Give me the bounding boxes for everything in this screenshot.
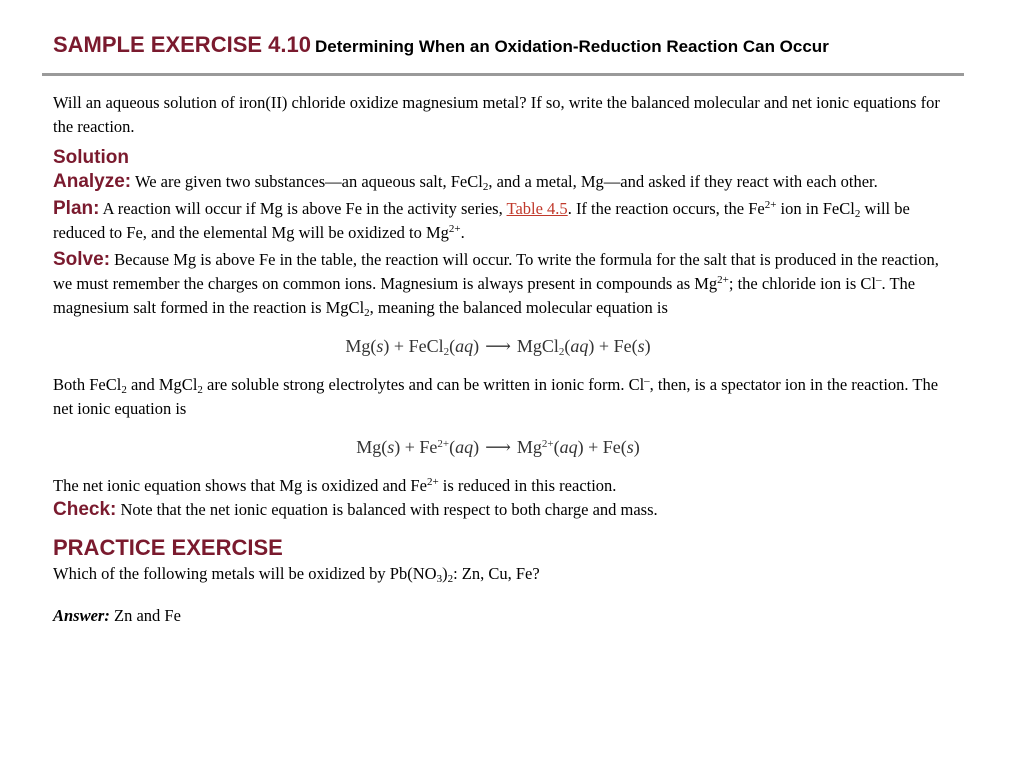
reaction-arrow-icon: ⟶ <box>485 437 511 457</box>
practice-answer: Answer: Zn and Fe <box>53 606 181 625</box>
title-divider <box>42 73 964 76</box>
table-4-5-link[interactable]: Table 4.5 <box>506 199 568 218</box>
plan-label: Plan: <box>53 198 100 219</box>
molecular-equation: Mg(s) + FeCl$_2$(aq) ⟶ MgCl$_2$(aq) + Fe(s) <box>345 336 651 358</box>
exercise-subtitle: Determining When an Oxidation-Reduction Reaction Can Occur <box>314 37 829 56</box>
practice-question: Which of the following metals will be oxidized by $Pb(NO_3)_2$: Zn, Cu, Fe? <box>53 564 540 585</box>
solution-heading: Solution <box>53 147 129 168</box>
exercise-body <box>53 91 943 628</box>
practice-heading: PRACTICE EXERCISE <box>53 535 283 560</box>
analyze-label: Analyze: <box>53 171 132 192</box>
check-label: Check: <box>53 499 117 520</box>
plan-paragraph: Plan: A reaction will occur if Mg is above Fe in the activity series, Table 4.5. If the reaction occurs, the $Fe^{2+}$ ion in FeCl$_2$ will be reduced to Fe, and the elemental Mg will be oxidized to $Mg^{2+}$. <box>53 198 910 242</box>
net-ionic-explanation: The net ionic equation shows that Mg is oxidized and $Fe^{2+}$ is reduced in this reaction. <box>53 476 617 495</box>
page-title <box>53 32 829 58</box>
ionic-form-paragraph: Both FeCl$_2$ and MgCl$_2$ are soluble strong electrolytes and can be written in ionic form. Cl–, then, is a spectator ion in the reaction. The net ionic equation is <box>53 375 939 418</box>
solve-paragraph: Solve: Because Mg is above Fe in the table, the reaction will occur. To write the formula for the salt that is produced in the reaction, we must remember the charges on common ions. Magnesium is always present in compounds as $Mg^{2+}$; the chloride ion is Cl–. The magnesium salt formed in the reaction is MgCl$_2$, meaning the balanced molecular equation is <box>53 249 939 319</box>
check-paragraph: Check: Note that the net ionic equation is balanced with respect to both charge and mass. <box>53 499 658 520</box>
reaction-arrow-icon: ⟶ <box>485 336 511 356</box>
exercise-number: SAMPLE EXERCISE 4.10 <box>53 32 311 57</box>
net-ionic-equation: $Mg(s) + Fe^{2+}(aq)$ ⟶ $Mg^{2+}(aq) + Fe(s)$ <box>356 437 640 457</box>
solve-label: Solve: <box>53 249 111 270</box>
analyze-paragraph: Analyze: We are given two substances—an aqueous salt, FeCl$_2$, and a metal, Mg—and asked if they react with each other. <box>53 171 878 193</box>
question-text: Will an aqueous solution of iron(II) chloride oxidize magnesium metal? If so, write the balanced molecular and net ionic equations for the reaction. <box>53 93 940 136</box>
answer-label: Answer: <box>53 606 110 625</box>
practice-exercise <box>53 534 943 628</box>
